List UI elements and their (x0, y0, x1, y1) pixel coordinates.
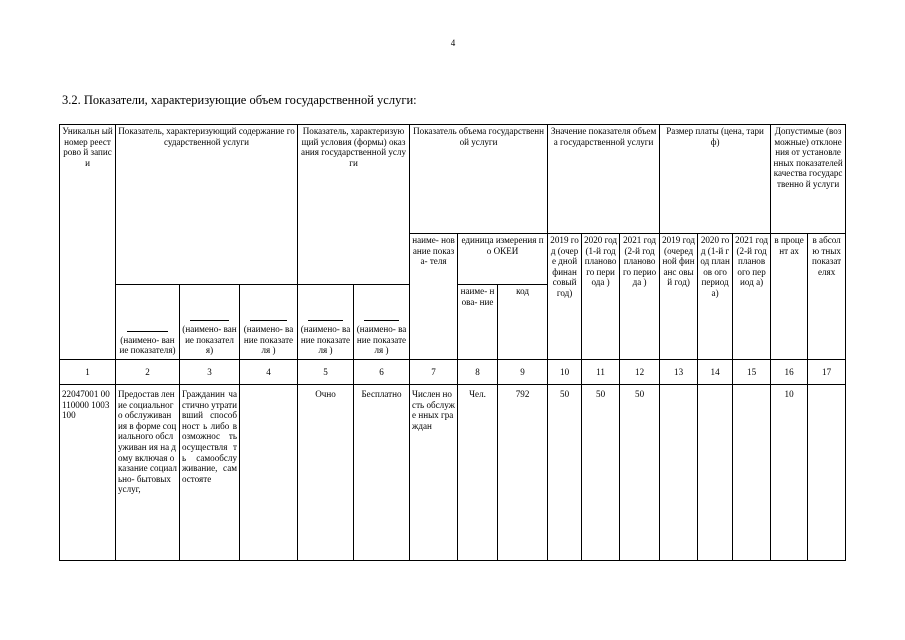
header-okei-unit: единица измерения по ОКЕИ (458, 234, 548, 285)
fee-2021 (733, 385, 771, 561)
header-unit-name: наиме- нова- ние (458, 285, 498, 360)
indicator-name-1: (наимено- вание показателя) (116, 285, 180, 360)
header-fee-2020: 2020 год (1-й год планов ого период а) (698, 234, 733, 360)
column-numbers-row (60, 360, 846, 385)
col-number: 14 (698, 360, 733, 385)
fee-2020 (698, 385, 733, 561)
header-fee-2021: 2021 год (2-й год планов ого период а) (733, 234, 771, 360)
header-volume-value: Значение показателя объема государственной услуги (548, 125, 660, 234)
header-content-indicator: Показатель, характеризующий содержание государственной услуги (116, 125, 298, 285)
col-number: 16 (771, 360, 808, 385)
header-row-1 (60, 125, 846, 234)
section-heading: 3.2. Показатели, характеризующие объем государственной услуги: (62, 93, 417, 107)
unit-name: Чел. (458, 385, 498, 561)
volume-indicator-name: Числен ность обслуже нных граждан (410, 385, 458, 561)
condition-payment: Бесплатно (354, 385, 410, 561)
col-number: 9 (498, 360, 548, 385)
col-number: 13 (660, 360, 698, 385)
header-deviation-absolute: в абсолю тных показат елях (808, 234, 846, 360)
col-number: 12 (620, 360, 660, 385)
record-number: 22047001 00110000 1003100 (60, 385, 116, 561)
col-number: 4 (240, 360, 298, 385)
col-number: 3 (180, 360, 240, 385)
volume-indicators-table (59, 124, 846, 561)
col-number: 8 (458, 360, 498, 385)
indicator-name-5: (наимено- вание показателя ) (354, 285, 410, 360)
col-number: 15 (733, 360, 771, 385)
header-deviation-percent: в процент ах (771, 234, 808, 360)
col-number: 17 (808, 360, 846, 385)
header-value-2019: 2019 год (очере дной финан совый год) (548, 234, 582, 360)
col-number: 11 (582, 360, 620, 385)
header-value-2021: 2021 год (2-й год планово го периода ) (620, 234, 660, 360)
header-deviation: Допустимые (возможные) отклонения от установленных показателей качества государственно й услуги (771, 125, 846, 234)
header-unique-number: Уникальн ый номер реестрово й записи (60, 125, 116, 360)
header-volume-indicator: Показатель объема государственной услуги (410, 125, 548, 234)
fee-2019 (660, 385, 698, 561)
col-number: 6 (354, 360, 410, 385)
col-number: 5 (298, 360, 354, 385)
value-2019: 50 (548, 385, 582, 561)
deviation-absolute (808, 385, 846, 561)
col-number: 10 (548, 360, 582, 385)
col-number: 2 (116, 360, 180, 385)
content-indicator-2: Гражданин частично утративший способност ь либо возможнос ть осуществля ть самообслу живание, самостояте (180, 385, 240, 561)
page-number: 4 (450, 38, 456, 48)
content-indicator-3 (240, 385, 298, 561)
content-indicator-1: Предостав ление социального обслуживан ия в форме социального обслуживан ия на дому включая оказание социально- бытовых услуг, (116, 385, 180, 561)
header-value-2020: 2020 год (1-й год планово го периода ) (582, 234, 620, 360)
deviation-percent: 10 (771, 385, 808, 561)
header-indicator-name: наиме- нование показа- теля (410, 234, 458, 360)
header-fee: Размер платы (цена, тариф) (660, 125, 771, 234)
indicator-name-4: (наимено- вание показателя ) (298, 285, 354, 360)
header-conditions-indicator: Показатель, характеризующий условия (формы) оказания государственной услуги (298, 125, 410, 285)
col-number: 1 (60, 360, 116, 385)
col-number: 7 (410, 360, 458, 385)
indicator-name-2: (наимено- вание показателя) (180, 285, 240, 360)
unit-code: 792 (498, 385, 548, 561)
value-2020: 50 (582, 385, 620, 561)
condition-form: Очно (298, 385, 354, 561)
value-2021: 50 (620, 385, 660, 561)
indicator-name-3: (наимено- вание показателя ) (240, 285, 298, 360)
table-row (60, 385, 846, 561)
header-fee-2019: 2019 год (очеред ной финанс овый год) (660, 234, 698, 360)
header-unit-code: код (498, 285, 548, 360)
